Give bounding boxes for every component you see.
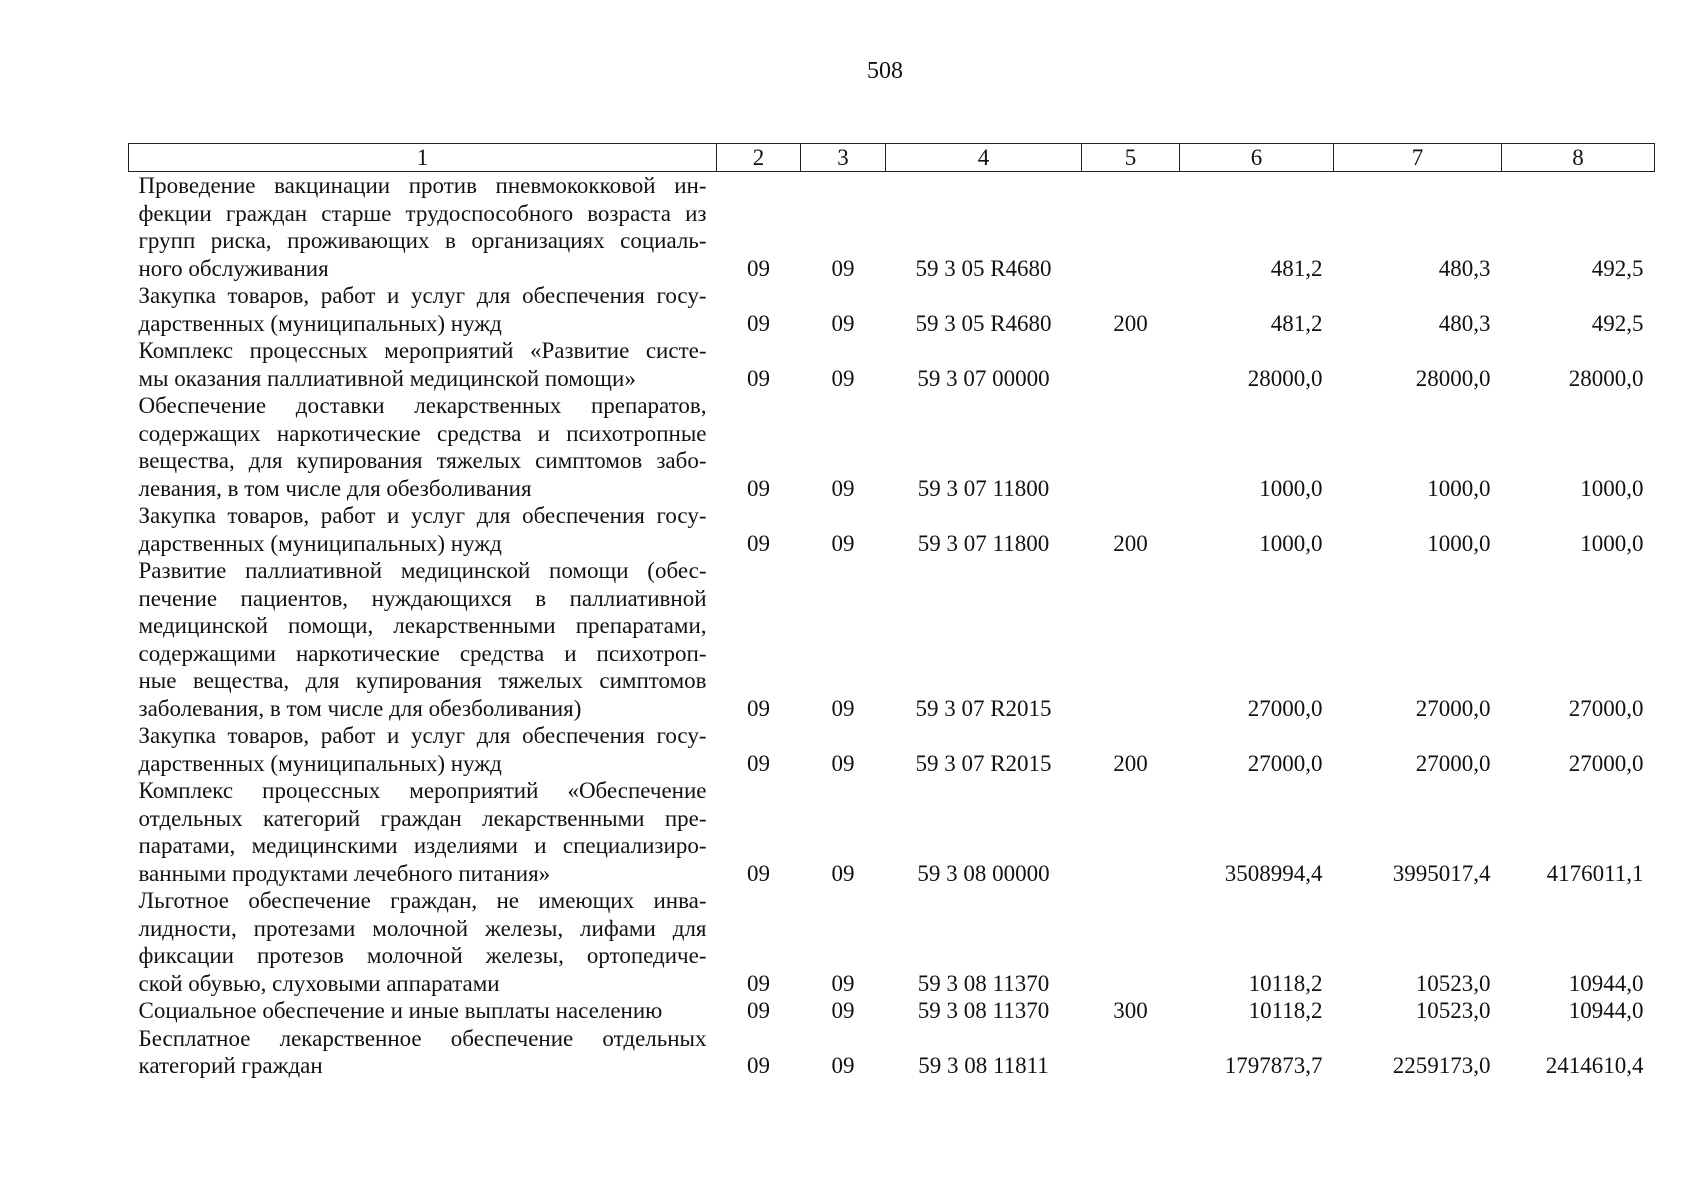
amount-col-6-cell: 1000,0 [1259,530,1323,556]
expense-type-cell [1082,172,1180,283]
section-code-cell: 09 [747,860,770,886]
row-name-line: ного обслуживания [138,255,329,281]
amount-col-7-cell: 10523,0 [1415,998,1491,1023]
amount-col-8-cell: 492,5 [1591,255,1644,281]
amount-col-7-cell: 27000,0 [1415,750,1491,776]
row-name-line: ванными продуктами лечебного питания» [138,860,551,886]
target-article-cell: 59 3 08 11370 [917,970,1050,996]
row-name-line: Развитие паллиативной медицинской помощи (обес- [138,558,707,583]
amount-col-6-cell: 10118,2 [1248,970,1323,996]
target-article-cell: 59 3 08 11370 [917,998,1050,1023]
row-name-line: групп риска, проживающих в организациях социаль- [138,228,707,253]
expense-type-cell [1082,337,1180,392]
amount-col-6-cell: 1000,0 [1259,475,1323,501]
amount-col-6-cell: 3508994,4 [1224,860,1323,886]
amount-col-6-cell: 481,2 [1270,255,1323,281]
amount-col-8-cell: 1000,0 [1580,530,1644,556]
section-code-cell: 09 [747,695,770,721]
row-name-line: паратами, медицинскими изделиями и специализиро- [138,833,707,858]
target-article-cell: 59 3 08 00000 [917,860,1050,886]
amount-col-7-cell: 480,3 [1438,255,1491,281]
expense-type-cell [1082,887,1180,997]
table-body [129,172,1655,1080]
subsection-code-cell: 09 [831,475,855,501]
expense-type-cell: 200 [1113,310,1148,336]
table-row [129,1025,1655,1080]
section-code-cell: 09 [747,310,770,336]
row-name-line: левания, в том числе для обезболивания [138,475,532,501]
header-col-2: 2 [717,144,801,172]
amount-col-8-cell: 10944,0 [1568,998,1644,1023]
section-code-cell: 09 [747,998,770,1023]
row-name-line: отдельных категорий граждан лекарственными пре- [138,805,707,831]
subsection-code-cell: 09 [831,310,855,336]
header-col-6: 6 [1180,144,1334,172]
row-name-cell [129,722,717,777]
section-code-cell: 09 [747,255,770,281]
amount-col-8-cell: 2414610,4 [1545,1053,1644,1078]
row-name-cell [129,172,717,283]
amount-col-7-cell: 1000,0 [1427,530,1491,556]
row-name-cell [129,557,717,722]
section-code-cell: 09 [747,530,770,556]
row-name-line: Обеспечение доставки лекарственных препаратов, [138,393,707,418]
table-row [129,722,1655,777]
table-row [129,172,1655,283]
row-name-line: Закупка товаров, работ и услуг для обеспечения госу- [138,283,707,308]
row-name-cell [129,337,717,392]
header-col-4: 4 [886,144,1082,172]
row-name-line: Проведение вакцинации против пневмококковой ин- [138,173,707,198]
amount-col-7-cell: 3995017,4 [1392,860,1491,886]
amount-col-6-cell: 1797873,7 [1224,1053,1323,1078]
expense-type-cell [1082,557,1180,722]
target-article-cell: 59 3 07 R2015 [915,695,1052,721]
amount-col-6-cell: 28000,0 [1247,365,1323,391]
budget-table [128,143,1655,1080]
table-row [129,392,1655,502]
row-name-line: печение пациентов, нуждающихся в паллиативной [138,585,707,611]
row-name-line: фиксации протезов молочной железы, ортопедиче- [138,943,707,968]
row-name-line: ные вещества, для купирования тяжелых симптомов [138,668,707,693]
row-name-cell [129,997,717,1025]
table-row [129,282,1655,337]
expense-type-cell: 300 [1113,998,1148,1023]
row-name-line: Социальное обеспечение и иные выплаты населению [138,998,663,1023]
row-name-cell [129,502,717,557]
target-article-cell: 59 3 07 R2015 [915,750,1052,776]
row-name-line: содержащих наркотические средства и психотропные [138,420,707,446]
row-name-line: Бесплатное лекарственное обеспечение отдельных [138,1025,707,1051]
row-name-cell [129,282,717,337]
row-name-line: заболевания, в том числе для обезболивания) [138,695,582,721]
amount-col-6-cell: 27000,0 [1247,750,1323,776]
amount-col-6-cell: 27000,0 [1247,695,1323,721]
row-name-line: дарственных (муниципальных) нужд [138,530,502,556]
section-code-cell: 09 [747,1053,770,1078]
row-name-cell [129,777,717,887]
amount-col-8-cell: 492,5 [1591,310,1644,336]
header-row [129,144,1655,172]
subsection-code-cell: 09 [831,695,855,721]
target-article-cell: 59 3 05 R4680 [915,255,1052,281]
amount-col-8-cell: 28000,0 [1568,365,1644,391]
subsection-code-cell: 09 [831,998,855,1023]
row-name-cell [129,887,717,997]
amount-col-7-cell: 1000,0 [1427,475,1491,501]
row-name-line: содержащими наркотические средства и психотроп- [138,640,707,666]
subsection-code-cell: 09 [831,750,855,776]
expense-type-cell [1082,392,1180,502]
row-name-line: фекции граждан старше трудоспособного возраста из [138,200,707,226]
subsection-code-cell: 09 [831,860,855,886]
row-name-line: Комплекс процессных мероприятий «Обеспечение [138,778,707,803]
amount-col-8-cell: 27000,0 [1568,750,1644,776]
header-col-3: 3 [801,144,886,172]
table-row [129,777,1655,887]
row-name-line: ской обувью, слуховыми аппаратами [138,970,500,996]
row-name-line: Закупка товаров, работ и услуг для обеспечения госу- [138,503,707,528]
expense-type-cell: 200 [1113,530,1148,556]
section-code-cell: 09 [747,970,770,996]
amount-col-6-cell: 481,2 [1270,310,1323,336]
amount-col-6-cell: 10118,2 [1248,998,1323,1023]
table-row [129,997,1655,1025]
section-code-cell: 09 [747,365,770,391]
amount-col-8-cell: 27000,0 [1568,695,1644,721]
amount-col-7-cell: 10523,0 [1415,970,1491,996]
table-row [129,887,1655,997]
amount-col-8-cell: 1000,0 [1580,475,1644,501]
amount-col-7-cell: 2259173,0 [1392,1053,1491,1078]
target-article-cell: 59 3 07 11800 [917,475,1050,501]
expense-type-cell: 200 [1113,750,1148,776]
target-article-cell: 59 3 07 00000 [917,365,1050,391]
amount-col-7-cell: 480,3 [1438,310,1491,336]
subsection-code-cell: 09 [831,255,855,281]
amount-col-8-cell: 4176011,1 [1546,860,1644,886]
subsection-code-cell: 09 [831,530,855,556]
target-article-cell: 59 3 08 11811 [918,1053,1049,1078]
subsection-code-cell: 09 [831,365,855,391]
header-col-1: 1 [129,144,717,172]
expense-type-cell [1082,777,1180,887]
amount-col-8-cell: 10944,0 [1568,970,1644,996]
row-name-line: дарственных (муниципальных) нужд [138,750,502,776]
page-number: 508 [867,58,903,84]
amount-col-7-cell: 27000,0 [1415,695,1491,721]
row-name-line: мы оказания паллиативной медицинской помощи» [138,365,636,391]
row-name-cell [129,1025,717,1080]
table-row [129,337,1655,392]
target-article-cell: 59 3 05 R4680 [915,310,1052,336]
table-row [129,557,1655,722]
row-name-line: лидности, протезами молочной железы, лифами для [138,915,707,941]
table-header [129,144,1655,172]
header-col-7: 7 [1334,144,1502,172]
row-name-line: Комплекс процессных мероприятий «Развитие систе- [138,338,707,363]
table-row [129,502,1655,557]
row-name-line: категорий граждан [138,1053,323,1078]
row-name-line: дарственных (муниципальных) нужд [138,310,502,336]
row-name-line: вещества, для купирования тяжелых симптомов забо- [138,448,707,473]
subsection-code-cell: 09 [831,1053,855,1078]
section-code-cell: 09 [747,475,770,501]
header-col-5: 5 [1082,144,1180,172]
target-article-cell: 59 3 07 11800 [917,530,1050,556]
subsection-code-cell: 09 [831,970,855,996]
amount-col-7-cell: 28000,0 [1415,365,1491,391]
header-col-8: 8 [1502,144,1655,172]
section-code-cell: 09 [747,750,770,776]
row-name-cell [129,392,717,502]
expense-type-cell [1082,1025,1180,1080]
row-name-line: медицинской помощи, лекарственными препаратами, [138,613,707,638]
row-name-line: Закупка товаров, работ и услуг для обеспечения госу- [138,723,707,748]
row-name-line: Льготное обеспечение граждан, не имеющих инва- [138,888,707,913]
